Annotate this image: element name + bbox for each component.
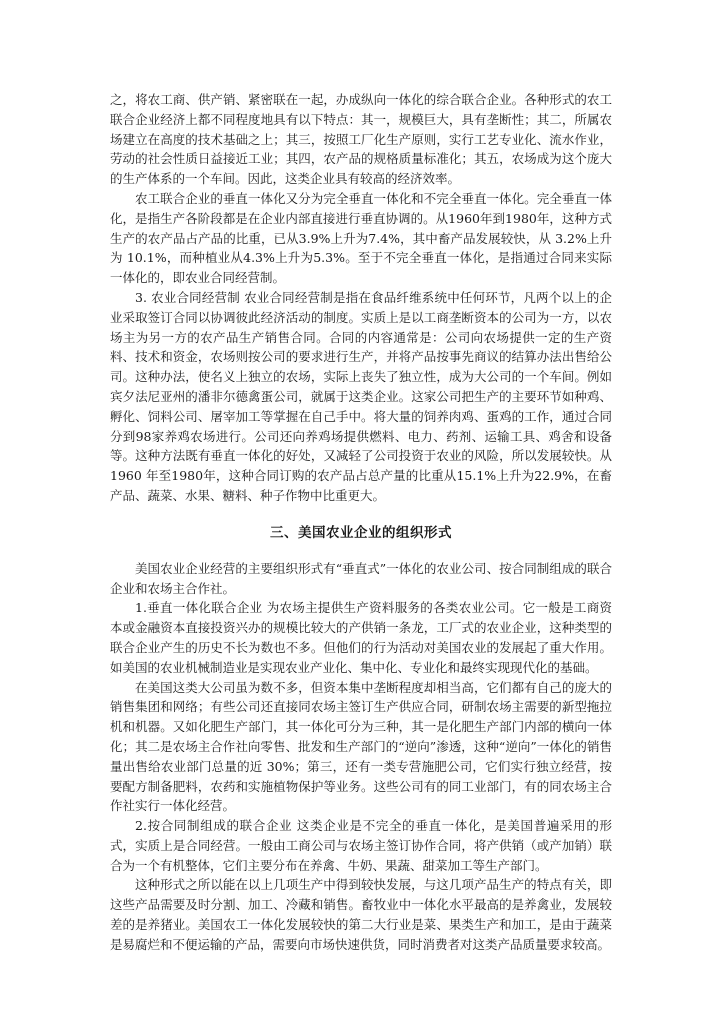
document-page: [110, 90, 612, 955]
paragraph: 美国农业企业经营的主要组织形式有“垂直式”一体化的农业公司、按合同制组成的联合企业和农场主合作社。: [110, 560, 612, 596]
paragraph: 3. 农业合同经营制 农业合同经营制是指在食品纤维系统中任何环节，凡两个以上的企业采取签订合同以协调彼此经济活动的制度。实质上是以工商垄断资本的公司为一方，以农场主为另一方的农产品生产销售合同。合同的内容通常是：公司向农场提供一定的生产资料、技术和资金，农场则按公司的要求进行生产，并将产品按事先商议的结算办法出售给公司。这种办法，使名义上独立的农场，实际上丧失了独立性，成为大公司的一个车间。例如宾夕法尼亚州的潘非尔德禽蛋公司，就属于这类企业。这家公司把生产的主要环节如种鸡、孵化、饲料公司、屠宰加工等掌握在自己手中。将大量的饲养肉鸡、蛋鸡的工作，通过合同分到98家养鸡农场进行。公司还向养鸡场提供燃料、电力、药剂、运输工具、鸡舍和设备等。这种方法既有垂直一体化的好处，又减轻了公司投资于农业的风险，所以发展较快。从 1960 年至1980年，这种合同订购的农产品占总产量的比重从15.1%上升为22.9%，在畜产品、蔬菜、水果、糖料、种子作物中比重更大。: [110, 289, 612, 503]
paragraph: 之，将农工商、供产销、紧密联在一起，办成纵向一体化的综合联合企业。各种形式的农工联合企业经济上都不同程度地具有以下特点：其一，规模巨大，具有垄断性；其二，所属农场建立在高度的技术基础之上；其三，按照工厂化生产原则，实行工艺专业化、流水作业，劳动的社会性质日益接近工业；其四，农产品的规格质量标准化；其五，农场成为这个庞大的生产体系的一个车间。因此，这类企业具有较高的经济效率。: [110, 92, 612, 187]
section-heading: 三、美国农业企业的组织形式: [270, 524, 452, 541]
paragraph: 这种形式之所以能在以上几项生产中得到较快发展，与这几项产品生产的特点有关，即这些产品需要及时分割、加工、冷藏和销售。畜牧业中一体化水平最高的是养禽业，发展较差的是养猪业。美国农工一体化发展较快的第二大行业是菜、果类生产和加工，是由于蔬菜是易腐烂和不便运输的产品，需要向市场快速供货，同时消费者对这类产品质量要求较高。: [110, 877, 612, 952]
paragraph: 2.按合同制组成的联合企业 这类企业是不完全的垂直一体化，是美国普遍采用的形式，实质上是合同经营。一般由工商公司与农场主签订协作合同，将产供销（或产加销）联合为一个有机整体，它们主要分布在养禽、牛奶、果蔬、甜菜加工等生产部门。: [110, 818, 612, 873]
paragraph: 在美国这类大公司虽为数不多，但资本集中垄断程度却相当高，它们都有自己的庞大的销售集团和网络；有些公司还直接同农场主签订生产供应合同，研制农场主需要的新型拖拉机和机器。又如化肥生产部门，其一体化可分为三种，其一是化肥生产部门内部的横向一体化；其二是农场主合作社向零售、批发和生产部门的“逆向”渗透，这种“逆向”一体化的销售量出售给农业部门总量的近 30%；第三，还有一类专营施肥公司，它们实行独立经营，按要配方制备肥料，农药和实施植物保护等业务。这些公司有的同工业部门，有的同农场主合作社实行一体化经营。: [110, 679, 612, 814]
paragraph: 1.垂直一体化联合企业 为农场主提供生产资料服务的各类农业公司。它一般是工商资本或金融资本直接投资兴办的规模比较大的产供销一条龙，工厂式的农业企业，这种类型的联合企业产生的历史不长为数也不多。但他们的行为活动对美国农业的发展起了重大作用。如美国的农业机械制造业是实现农业产业化、集中化、专业化和最终实现现代化的基础。: [110, 600, 612, 675]
paragraph: 农工联合企业的垂直一体化又分为完全垂直一体化和不完全垂直一体化。完全垂直一体化，是指生产各阶段都是在企业内部直接进行垂直协调的。从1960年到1980年，这种方式生产的农产品占产品的比重，已从3.9%上升为7.4%，其中畜产品发展较快，从 3.2%上升为 10.1%，而种植业从4.3%上升为5.3%。至于不完全垂直一体化，是指通过合同来实际一体化的，即农业合同经营制。: [110, 190, 612, 286]
